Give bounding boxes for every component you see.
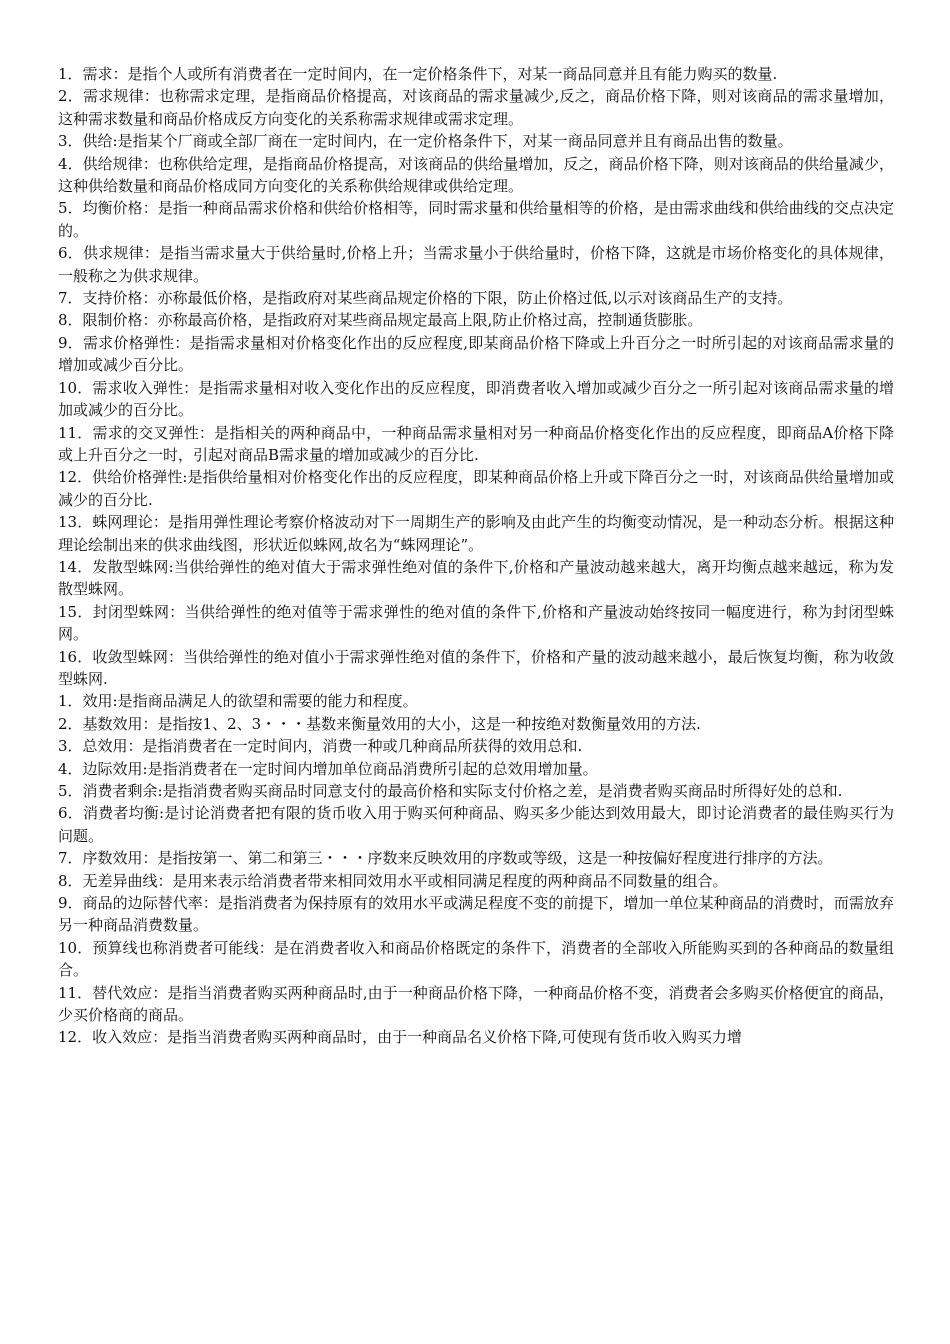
paragraph: 2．基数效用：是指按1、2、3・・・基数来衡量效用的大小，这是一种按绝对数衡量效用的方法. bbox=[58, 714, 701, 733]
paragraph: 13．蛛网理论：是指用弹性理论考察价格波动对下一周期生产的影响及由此产生的均衡变动情况，是一种动态分析。根据这种理论绘制出来的供求曲线图，形状近似蛛网,故名为“蛛网理论”。 bbox=[58, 513, 894, 554]
paragraph: 10．预算线也称消费者可能线：是在消费者收入和商品价格既定的条件下，消费者的全部收入所能购买到的各种商品的数量组合。 bbox=[58, 938, 894, 980]
paragraph: 2．需求规律：也称需求定理，是指商品价格提高，对该商品的需求量减少,反之，商品价格下降，则对该商品的需求量增加，这种需求数量和商品价格成反方向变化的关系称需求规律或需求定理。 bbox=[58, 87, 894, 128]
paragraph: 6．消费者均衡:是讨论消费者把有限的货币收入用于购买何种商品、购买多少能达到效用最大，即讨论消费者的最佳购买行为问题。 bbox=[58, 804, 894, 845]
paragraph: 1．需求：是指个人或所有消费者在一定时间内，在一定价格条件下，对某一商品同意并且有能力购买的数量. bbox=[58, 65, 778, 83]
paragraph: 4．边际效用:是指消费者在一定时间内增加单位商品消费所引起的总效用增加量。 bbox=[58, 759, 598, 778]
paragraph: 14．发散型蛛网:当供给弹性的绝对值大于需求弹性绝对值的条件下,价格和产量波动越来越大，离开均衡点越来越远，称为发散型蛛网。 bbox=[58, 557, 894, 599]
paragraph: 3．总效用：是指消费者在一定时间内，消费一种或几种商品所获得的效用总和. bbox=[58, 737, 583, 756]
paragraph: 10．需求收入弹性：是指需求量相对收入变化作出的反应程度，即消费者收入增加或减少百分之一所引起对该商品需求量的增加或减少的百分比。 bbox=[58, 378, 894, 420]
paragraph: 8．无差异曲线：是用来表示给消费者带来相同效用水平或相同满足程度的两种商品不同数量的组合。 bbox=[58, 871, 728, 890]
paragraph: 4．供给规律：也称供给定理，是指商品价格提高，对该商品的供给量增加，反之，商品价格下降，则对该商品的供给量减少，这种供给数量和商品价格成同方向变化的关系称供给规律或供给定理。 bbox=[58, 154, 894, 196]
paragraph: 5．消费者剩余:是指消费者购买商品时同意支付的最高价格和实际支付价格之差，是消费者购买商品时所得好处的总和. bbox=[58, 782, 843, 800]
paragraph: 3．供给:是指某个厂商或全部厂商在一定时间内，在一定价格条件下，对某一商品同意并且有商品出售的数量。 bbox=[58, 132, 793, 151]
paragraph: 6．供求规律：是指当需求量大于供给量时,价格上升；当需求量小于供给量时，价格下降，这就是市场价格变化的具体规律，一般称之为供求规律。 bbox=[58, 244, 894, 285]
paragraph: 1．效用:是指商品满足人的欲望和需要的能力和程度。 bbox=[58, 692, 418, 711]
paragraph: 8．限制价格：亦称最高价格，是指政府对某些商品规定最高上限,防止价格过高，控制通货膨胀。 bbox=[58, 311, 703, 330]
paragraph: 7．序数效用：是指按第一、第二和第三・・・序数来反映效用的序数或等级，这是一种按偏好程度进行排序的方法。 bbox=[58, 849, 833, 868]
paragraph: 12．供给价格弹性:是指供给量相对价格变化作出的反应程度，即某种商品价格上升或下降百分之一时，对该商品供给量增加或减少的百分比. bbox=[58, 468, 894, 509]
paragraph: 9．商品的边际替代率：是指消费者为保持原有的效用水平或满足程度不变的前提下，增加一单位某种商品的消费时，而需放弃另一种商品消费数量。 bbox=[58, 894, 894, 935]
paragraph: 9．需求价格弹性：是指需求量相对价格变化作出的反应程度,即某商品价格下降或上升百分之一时所引起的对该商品需求量的增加或减少百分比。 bbox=[58, 333, 894, 375]
paragraph: 11．替代效应：是指当消费者购买两种商品时,由于一种商品价格下降，一种商品价格不变，消费者会多购买价格便宜的商品，少买价格商的商品。 bbox=[58, 983, 894, 1025]
paragraph: 11．需求的交叉弹性：是指相关的两种商品中，一种商品需求量相对另一种商品价格变化作出的反应程度，即商品A价格下降或上升百分之一时，引起对商品B需求量的增加或减少的百分比. bbox=[58, 423, 894, 464]
paragraph: 15．封闭型蛛网：当供给弹性的绝对值等于需求弹性的绝对值的条件下,价格和产量波动始终按同一幅度进行，称为封闭型蛛网。 bbox=[58, 602, 894, 644]
paragraph: 7．支持价格：亦称最低价格，是指政府对某些商品规定价格的下限，防止价格过低,以示对该商品生产的支持。 bbox=[58, 289, 793, 308]
paragraph: 16．收敛型蛛网：当供给弹性的绝对值小于需求弹性绝对值的条件下，价格和产量的波动越来越小，最后恢复均衡，称为收敛型蛛网. bbox=[58, 647, 894, 688]
paragraph: 12．收入效应：是指当消费者购买两种商品时，由于一种商品名义价格下降,可使现有货币收入购买力增 bbox=[58, 1028, 742, 1047]
paragraph: 5．均衡价格：是指一种商品需求价格和供给价格相等，同时需求量和供给量相等的价格，是由需求曲线和供给曲线的交点决定的。 bbox=[58, 199, 894, 240]
document-page bbox=[58, 63, 894, 1049]
